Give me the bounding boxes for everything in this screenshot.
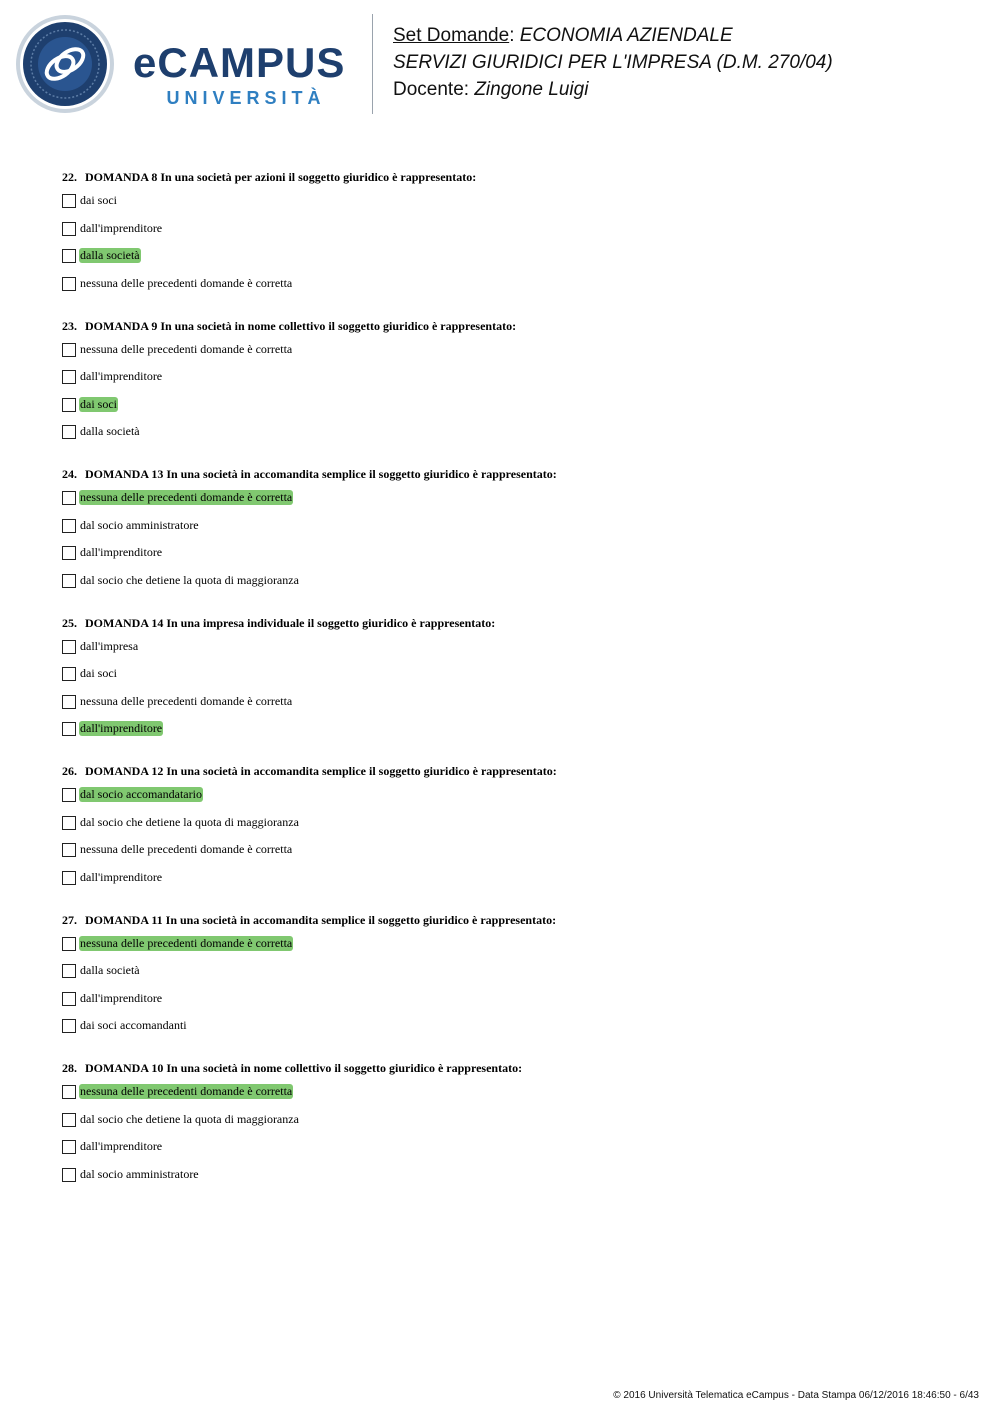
answer-label: nessuna delle precedenti domande è corretta (80, 341, 293, 356)
answer-checkbox[interactable] (62, 992, 76, 1006)
answer-checkbox[interactable] (62, 1019, 76, 1033)
question-title (62, 762, 962, 780)
question-title (62, 317, 962, 335)
answer-checkbox[interactable] (62, 937, 76, 951)
answer-checkbox[interactable] (62, 1140, 76, 1154)
answer-label: dal socio amministratore (80, 1166, 199, 1181)
answer-label: dall'imprenditore (80, 220, 163, 235)
answer-option[interactable] (62, 424, 962, 452)
answer-checkbox[interactable] (62, 843, 76, 857)
answer-option[interactable] (62, 963, 962, 991)
question-list (62, 168, 962, 1208)
question-number: 22. (62, 170, 77, 184)
teacher-name: Zingone Luigi (474, 79, 589, 100)
answer-checkbox[interactable] (62, 722, 76, 736)
question-title (62, 168, 962, 186)
correct-answer-label: nessuna delle precedenti domande è corretta (80, 490, 293, 504)
answer-checkbox[interactable] (62, 964, 76, 978)
answer-checkbox[interactable] (62, 871, 76, 885)
answer-label: dai soci accomandanti (80, 1018, 187, 1032)
correct-answer-label: nessuna delle precedenti domande è corretta (80, 1084, 293, 1098)
answer-checkbox[interactable] (62, 788, 76, 802)
answer-label: dai soci (80, 193, 117, 207)
question-number: 23. (62, 318, 77, 333)
answer-option[interactable] (62, 1084, 962, 1112)
answer-option[interactable] (62, 787, 962, 815)
question-text: DOMANDA 12 In una società in accomandita semplice il soggetto giuridico è rappresentato: (85, 764, 557, 778)
answer-option[interactable] (62, 721, 962, 749)
answer-label: dal socio amministratore (80, 517, 199, 532)
answer-label: nessuna delle precedenti domande è corretta (80, 693, 293, 708)
answer-label: dall'impresa (80, 638, 139, 653)
ecampus-seal-logo-icon (15, 14, 115, 114)
answer-option[interactable] (62, 639, 962, 667)
answer-option[interactable] (62, 369, 962, 397)
question-block (62, 614, 962, 749)
answer-checkbox[interactable] (62, 398, 76, 412)
question-title (62, 911, 962, 929)
answer-option[interactable] (62, 276, 962, 304)
answer-checkbox[interactable] (62, 546, 76, 560)
answer-option[interactable] (62, 870, 962, 898)
answer-option[interactable] (62, 193, 962, 221)
answer-option[interactable] (62, 248, 962, 276)
correct-answer-label: dalla società (80, 248, 140, 262)
ecampus-wordmark (133, 40, 355, 112)
question-title (62, 465, 962, 483)
header-info (393, 22, 833, 103)
question-block (62, 317, 962, 452)
answer-checkbox[interactable] (62, 695, 76, 709)
question-text: DOMANDA 8 In una società per azioni il soggetto giuridico è rappresentato: (85, 170, 477, 184)
answer-label: dal socio che detiene la quota di maggioranza (80, 1111, 299, 1126)
answer-checkbox[interactable] (62, 816, 76, 830)
question-number: 25. (62, 615, 77, 630)
answer-option[interactable] (62, 490, 962, 518)
question-number: 26. (62, 764, 77, 778)
page-footer: © 2016 Università Telematica eCampus - Data Stampa 06/12/2016 18:46:50 - 6/43 (613, 1390, 979, 1401)
answer-option[interactable] (62, 936, 962, 964)
correct-answer-label: nessuna delle precedenti domande è corretta (80, 935, 293, 950)
answer-option[interactable] (62, 815, 962, 843)
answer-label: dalla società (80, 963, 140, 977)
page-header (0, 0, 1000, 125)
answer-option[interactable] (62, 221, 962, 249)
answer-checkbox[interactable] (62, 425, 76, 439)
question-text: DOMANDA 14 In una impresa individuale il soggetto giuridico è rappresentato: (85, 615, 496, 630)
answer-option[interactable] (62, 545, 962, 573)
answer-label: dalla società (80, 424, 140, 438)
answer-label: nessuna delle precedenti domande è corretta (80, 842, 293, 856)
question-number: 27. (62, 912, 77, 927)
answer-checkbox[interactable] (62, 574, 76, 588)
set-label: Set Domande (393, 25, 510, 46)
header-divider (372, 14, 373, 114)
question-text: DOMANDA 11 In una società in accomandita semplice il soggetto giuridico è rappresentato: (85, 912, 557, 927)
teacher-label: Docente: (393, 79, 475, 100)
logo-brand-text: eCAMPUS (133, 39, 346, 86)
answer-option[interactable] (62, 694, 962, 722)
answer-option[interactable] (62, 1167, 962, 1195)
course-title: SERVIZI GIURIDICI PER L'IMPRESA (D.M. 270/04) (393, 52, 833, 73)
answer-label: nessuna delle precedenti domande è corretta (80, 275, 293, 290)
question-block (62, 168, 962, 303)
answer-label: dal socio che detiene la quota di maggioranza (80, 572, 299, 587)
question-block (62, 1059, 962, 1194)
answer-label: dall'imprenditore (80, 990, 163, 1005)
question-text: DOMANDA 13 In una società in accomandita semplice il soggetto giuridico è rappresentato: (85, 467, 557, 481)
answer-checkbox[interactable] (62, 640, 76, 654)
correct-answer-label: dal socio accomandatario (80, 787, 202, 801)
question-block (62, 465, 962, 600)
set-title-line (393, 22, 833, 49)
answer-option[interactable] (62, 1018, 962, 1046)
answer-checkbox[interactable] (62, 277, 76, 291)
answer-option[interactable] (62, 518, 962, 546)
answer-label: dall'imprenditore (80, 869, 163, 884)
correct-answer-label: dall'imprenditore (80, 721, 163, 735)
answer-checkbox[interactable] (62, 1085, 76, 1099)
answer-checkbox[interactable] (62, 1168, 76, 1182)
correct-answer-label: dai soci (80, 396, 117, 411)
answer-option[interactable] (62, 991, 962, 1019)
answer-label: dal socio che detiene la quota di maggioranza (80, 814, 299, 829)
question-number: 28. (62, 1061, 77, 1075)
teacher-line (393, 76, 833, 103)
answer-option[interactable] (62, 1139, 962, 1167)
answer-option[interactable] (62, 397, 962, 425)
answer-option[interactable] (62, 342, 962, 370)
answer-checkbox[interactable] (62, 667, 76, 681)
answer-checkbox[interactable] (62, 1113, 76, 1127)
answer-option[interactable] (62, 842, 962, 870)
answer-label: dall'imprenditore (80, 545, 163, 559)
question-number: 24. (62, 467, 77, 481)
answer-checkbox[interactable] (62, 194, 76, 208)
answer-option[interactable] (62, 1112, 962, 1140)
question-block (62, 762, 962, 897)
set-title: ECONOMIA AZIENDALE (519, 25, 733, 46)
set-separator: : (509, 25, 520, 46)
answer-option[interactable] (62, 573, 962, 601)
answer-checkbox[interactable] (62, 343, 76, 357)
answer-label: dall'imprenditore (80, 1139, 163, 1153)
answer-checkbox[interactable] (62, 249, 76, 263)
answer-checkbox[interactable] (62, 519, 76, 533)
answer-label: dai soci (80, 666, 117, 680)
question-text: DOMANDA 9 In una società in nome collettivo il soggetto giuridico è rappresentato: (85, 318, 517, 333)
answer-checkbox[interactable] (62, 222, 76, 236)
question-title (62, 1059, 962, 1077)
question-text: DOMANDA 10 In una società in nome collettivo il soggetto giuridico è rappresentato: (85, 1061, 523, 1075)
answer-label: dall'imprenditore (80, 369, 163, 383)
answer-checkbox[interactable] (62, 370, 76, 384)
question-title (62, 614, 962, 632)
question-block (62, 911, 962, 1046)
answer-option[interactable] (62, 666, 962, 694)
logo-subtitle-text: UNIVERSITÀ (166, 88, 326, 108)
answer-checkbox[interactable] (62, 491, 76, 505)
